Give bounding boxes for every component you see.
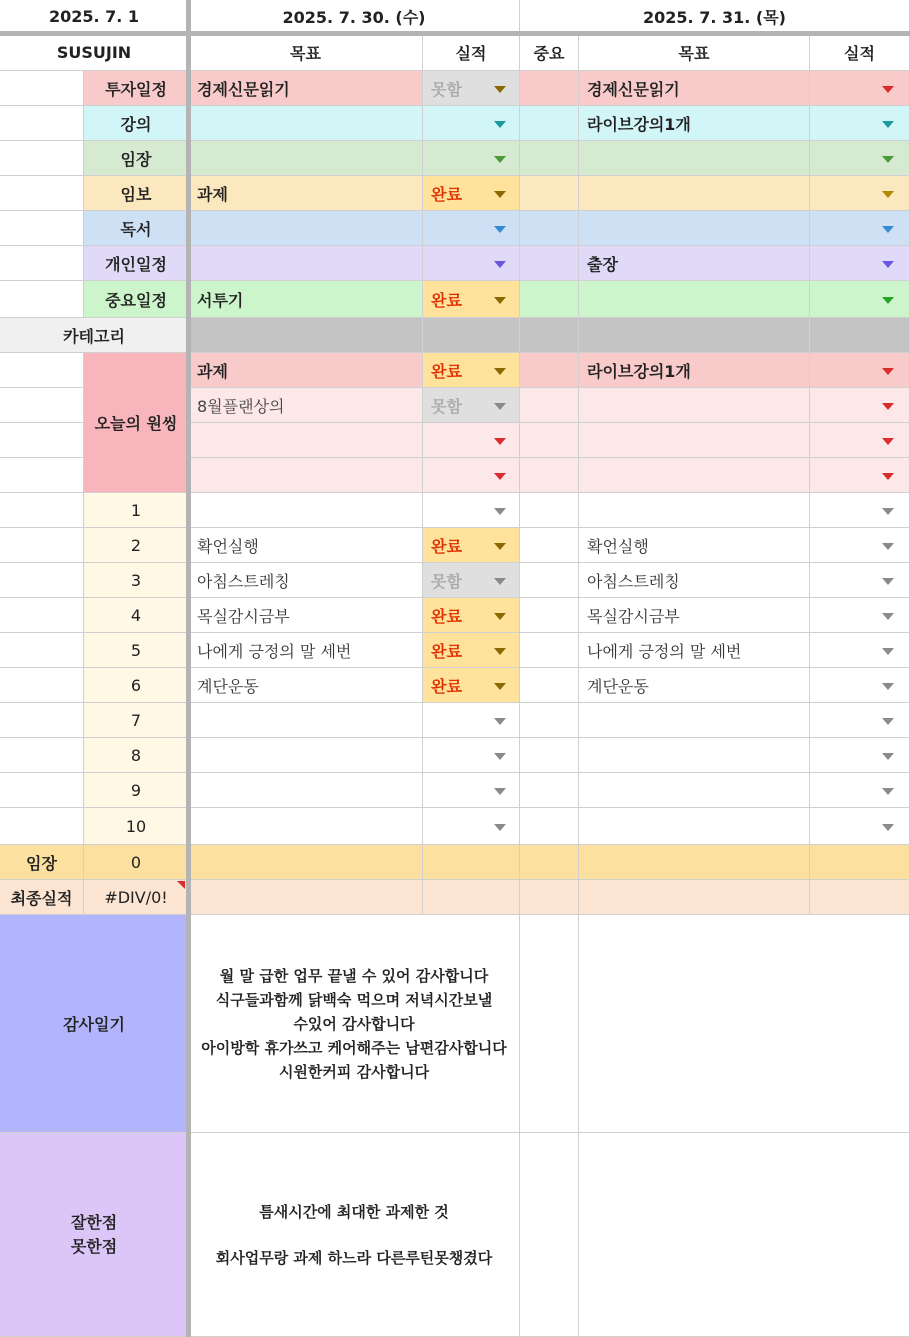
row-spacer (0, 71, 84, 106)
important-check[interactable] (520, 388, 579, 423)
imjang-summary-cell (520, 845, 579, 880)
routine-result-day2[interactable] (810, 563, 910, 598)
gratitude-line: 식구들과함께 닭백숙 먹으며 저녁시간보낼 (215, 990, 493, 1009)
row-spacer (0, 703, 84, 738)
category-result-day2[interactable] (810, 246, 910, 281)
routine-result-day2[interactable] (810, 773, 910, 808)
dropdown-arrow-icon[interactable] (882, 578, 894, 585)
routine-number: 5 (84, 633, 189, 668)
row-spacer (0, 668, 84, 703)
one-thing-goal-day1[interactable] (189, 423, 423, 458)
category-goal-day1[interactable]: 경제신문읽기 (189, 71, 423, 106)
row-spacer (0, 353, 84, 388)
category-header: 카테고리 (0, 318, 189, 353)
review-label (0, 1133, 189, 1337)
category-goal-day1[interactable] (189, 141, 423, 176)
routine-result-day2[interactable] (810, 668, 910, 703)
row-spacer (0, 141, 84, 176)
dropdown-arrow-icon[interactable] (494, 156, 506, 163)
dropdown-arrow-icon[interactable] (494, 191, 506, 198)
category-result-day1[interactable]: 완료 (423, 176, 520, 211)
imjang-summary-label: 임장 (0, 845, 84, 880)
category-label: 개인일정 (84, 246, 189, 281)
dropdown-arrow-icon[interactable] (494, 121, 506, 128)
gratitude-line: 아이방학 휴가쓰고 케어해주는 남편감사합니다 (201, 1038, 507, 1057)
dropdown-arrow-icon[interactable] (882, 403, 894, 410)
col-result-2: 실적 (810, 34, 910, 71)
one-thing-result-day2[interactable] (810, 423, 910, 458)
one-thing-result-day1[interactable]: 못함 (423, 388, 520, 423)
routine-result-day2[interactable] (810, 738, 910, 773)
routine-result-day2[interactable] (810, 598, 910, 633)
routine-goal-day1[interactable] (189, 703, 423, 738)
one-thing-goal-day2[interactable] (579, 388, 810, 423)
row-spacer (0, 106, 84, 141)
routine-goal-day2[interactable] (579, 773, 810, 808)
category-result-day2[interactable] (810, 176, 910, 211)
dropdown-arrow-icon[interactable] (882, 368, 894, 375)
row-spacer (0, 388, 84, 423)
dropdown-arrow-icon[interactable] (494, 683, 506, 690)
routine-goal-day2[interactable]: 확언실행 (579, 528, 810, 563)
category-bar-cell (579, 318, 810, 353)
important-check[interactable] (520, 773, 579, 808)
important-check[interactable] (520, 563, 579, 598)
routine-goal-day2[interactable] (579, 703, 810, 738)
row-spacer (0, 246, 84, 281)
dropdown-arrow-icon[interactable] (882, 261, 894, 268)
one-thing-goal-day1[interactable]: 8월플랜상의 (189, 388, 423, 423)
important-check[interactable] (520, 211, 579, 246)
final-result-value: #DIV/0! (84, 880, 189, 915)
routine-result-day1[interactable]: 완료 (423, 528, 520, 563)
col-goal-1: 목표 (189, 34, 423, 71)
important-check[interactable] (520, 703, 579, 738)
row-spacer (0, 281, 84, 318)
routine-result-day2[interactable] (810, 493, 910, 528)
one-thing-goal-day2[interactable] (579, 458, 810, 493)
dropdown-arrow-icon[interactable] (494, 543, 506, 550)
routine-goal-day1[interactable] (189, 773, 423, 808)
row-spacer (0, 773, 84, 808)
one-thing-goal-day1[interactable]: 과제 (189, 353, 423, 388)
routine-number: 3 (84, 563, 189, 598)
row-spacer (0, 458, 84, 493)
routine-goal-day1[interactable]: 목실감시금부 (189, 598, 423, 633)
row-spacer (0, 738, 84, 773)
row-spacer (0, 493, 84, 528)
dropdown-arrow-icon[interactable] (494, 368, 506, 375)
gratitude-text[interactable] (189, 915, 520, 1133)
gratitude-day2-cell[interactable] (579, 915, 910, 1133)
date-day-1: 2025. 7. 30. (수) (189, 0, 520, 34)
one-thing-label: 오늘의 원씽 (84, 353, 189, 493)
dropdown-arrow-icon[interactable] (882, 121, 894, 128)
routine-result-day2[interactable] (810, 808, 910, 845)
category-bar-cell (423, 318, 520, 353)
category-label: 임장 (84, 141, 189, 176)
category-result-day2[interactable] (810, 71, 910, 106)
category-bar-cell (520, 318, 579, 353)
one-thing-result-day1[interactable]: 완료 (423, 353, 520, 388)
routine-result-day1[interactable]: 완료 (423, 598, 520, 633)
important-check[interactable] (520, 71, 579, 106)
imjang-summary-cell (810, 845, 910, 880)
frozen-column-divider[interactable] (186, 0, 191, 1337)
final-result-cell (520, 880, 579, 915)
dropdown-arrow-icon[interactable] (882, 753, 894, 760)
review-day2-cell[interactable] (579, 1133, 910, 1337)
dropdown-arrow-icon[interactable] (494, 508, 506, 515)
category-goal-day2[interactable] (579, 141, 810, 176)
important-check[interactable] (520, 808, 579, 845)
col-important: 중요 (520, 34, 579, 71)
category-goal-day2[interactable] (579, 211, 810, 246)
final-result-cell (423, 880, 520, 915)
col-goal-2: 목표 (579, 34, 810, 71)
important-check[interactable] (520, 281, 579, 318)
review-label-line: 못한점 (70, 1236, 118, 1256)
important-check[interactable] (520, 598, 579, 633)
row-spacer (0, 808, 84, 845)
routine-goal-day2[interactable]: 목실감시금부 (579, 598, 810, 633)
final-result-cell (189, 880, 423, 915)
dropdown-arrow-icon[interactable] (882, 508, 894, 515)
category-bar-cell (810, 318, 910, 353)
routine-number: 8 (84, 738, 189, 773)
dropdown-arrow-icon[interactable] (882, 788, 894, 795)
date-left: 2025. 7. 1 (0, 0, 189, 34)
frozen-row-divider[interactable] (0, 31, 910, 36)
review-label-line: 잘한점 (70, 1212, 118, 1232)
dropdown-arrow-icon[interactable] (882, 824, 894, 831)
row-spacer (0, 423, 84, 458)
final-result-cell (810, 880, 910, 915)
routine-goal-day2[interactable]: 나에게 긍정의 말 세번 (579, 633, 810, 668)
gratitude-label: 감사일기 (0, 915, 189, 1133)
dropdown-arrow-icon[interactable] (494, 788, 506, 795)
one-thing-goal-day1[interactable] (189, 458, 423, 493)
gratitude-line: 시원한커피 감사합니다 (278, 1062, 430, 1081)
dropdown-arrow-icon[interactable] (494, 824, 506, 831)
routine-number: 4 (84, 598, 189, 633)
routine-goal-day1[interactable] (189, 808, 423, 845)
important-check[interactable] (520, 176, 579, 211)
dropdown-arrow-icon[interactable] (882, 648, 894, 655)
category-label: 중요일정 (84, 281, 189, 318)
category-goal-day2[interactable]: 라이브강의1개 (579, 106, 810, 141)
routine-goal-day1[interactable] (189, 738, 423, 773)
dropdown-arrow-icon[interactable] (882, 473, 894, 480)
important-check[interactable] (520, 106, 579, 141)
routine-number: 6 (84, 668, 189, 703)
imjang-summary-value: 0 (84, 845, 189, 880)
category-goal-day1[interactable] (189, 211, 423, 246)
category-label: 독서 (84, 211, 189, 246)
dropdown-arrow-icon[interactable] (494, 753, 506, 760)
routine-result-day1[interactable]: 완료 (423, 633, 520, 668)
routine-result-day1[interactable]: 못함 (423, 563, 520, 598)
category-goal-day1[interactable]: 과제 (189, 176, 423, 211)
dropdown-arrow-icon[interactable] (882, 438, 894, 445)
routine-number: 1 (84, 493, 189, 528)
dropdown-arrow-icon[interactable] (494, 648, 506, 655)
imjang-summary-cell (423, 845, 520, 880)
dropdown-arrow-icon[interactable] (882, 226, 894, 233)
important-check[interactable] (520, 668, 579, 703)
dropdown-arrow-icon[interactable] (882, 191, 894, 198)
gratitude-important-cell (520, 915, 579, 1133)
dropdown-arrow-icon[interactable] (494, 718, 506, 725)
dropdown-arrow-icon[interactable] (882, 156, 894, 163)
important-check[interactable] (520, 458, 579, 493)
dropdown-arrow-icon[interactable] (882, 718, 894, 725)
dropdown-arrow-icon[interactable] (882, 86, 894, 93)
review-text[interactable] (189, 1133, 520, 1337)
category-result-day1[interactable]: 못함 (423, 71, 520, 106)
row-spacer (0, 211, 84, 246)
dropdown-arrow-icon[interactable] (494, 613, 506, 620)
dropdown-arrow-icon[interactable] (882, 683, 894, 690)
review-important-cell (520, 1133, 579, 1337)
category-result-day2[interactable] (810, 211, 910, 246)
routine-goal-day2[interactable] (579, 493, 810, 528)
category-result-day2[interactable] (810, 281, 910, 318)
routine-goal-day1[interactable] (189, 493, 423, 528)
routine-goal-day2[interactable] (579, 808, 810, 845)
routine-number: 9 (84, 773, 189, 808)
user-name: SUSUJIN (0, 34, 189, 71)
routine-result-day2[interactable] (810, 633, 910, 668)
routine-number: 10 (84, 808, 189, 845)
one-thing-result-day2[interactable] (810, 388, 910, 423)
routine-goal-day2[interactable] (579, 738, 810, 773)
important-check[interactable] (520, 246, 579, 281)
category-label: 임보 (84, 176, 189, 211)
category-goal-day2[interactable]: 출장 (579, 246, 810, 281)
dropdown-arrow-icon[interactable] (882, 543, 894, 550)
review-good-line: 틈새시간에 최대한 과제한 것 (259, 1202, 449, 1221)
row-spacer (0, 598, 84, 633)
final-result-label: 최종실적 (0, 880, 84, 915)
important-check[interactable] (520, 738, 579, 773)
category-label: 강의 (84, 106, 189, 141)
dropdown-arrow-icon[interactable] (494, 578, 506, 585)
dropdown-arrow-icon[interactable] (494, 261, 506, 268)
one-thing-goal-day2[interactable] (579, 423, 810, 458)
dropdown-arrow-icon[interactable] (494, 86, 506, 93)
important-check[interactable] (520, 493, 579, 528)
review-bad-line: 회사업무랑 과제 하느라 다른루틴못챙겼다 (215, 1248, 493, 1267)
category-bar-cell (189, 318, 423, 353)
row-spacer (0, 563, 84, 598)
imjang-summary-cell (579, 845, 810, 880)
dropdown-arrow-icon[interactable] (494, 403, 506, 410)
routine-result-day1[interactable]: 완료 (423, 668, 520, 703)
routine-number: 2 (84, 528, 189, 563)
routine-goal-day1[interactable]: 나에게 긍정의 말 세번 (189, 633, 423, 668)
one-thing-goal-day2[interactable]: 라이브강의1개 (579, 353, 810, 388)
category-goal-day2[interactable]: 경제신문읽기 (579, 71, 810, 106)
category-goal-day1[interactable] (189, 246, 423, 281)
category-result-day2[interactable] (810, 141, 910, 176)
dropdown-arrow-icon[interactable] (494, 226, 506, 233)
routine-number: 7 (84, 703, 189, 738)
row-spacer (0, 176, 84, 211)
routine-goal-day1[interactable]: 계단운동 (189, 668, 423, 703)
col-result-1: 실적 (423, 34, 520, 71)
imjang-summary-cell (189, 845, 423, 880)
important-check[interactable] (520, 528, 579, 563)
dropdown-arrow-icon[interactable] (494, 438, 506, 445)
final-result-cell (579, 880, 810, 915)
gratitude-line: 월 말 급한 업무 끝낼 수 있어 감사합니다 (219, 966, 489, 985)
routine-result-day2[interactable] (810, 528, 910, 563)
error-comment-marker-icon[interactable] (177, 881, 185, 889)
one-thing-result-day2[interactable] (810, 353, 910, 388)
category-goal-day2[interactable] (579, 281, 810, 318)
category-result-day1[interactable]: 완료 (423, 281, 520, 318)
routine-goal-day2[interactable]: 아침스트레칭 (579, 563, 810, 598)
important-check[interactable] (520, 141, 579, 176)
routine-goal-day1[interactable]: 아침스트레칭 (189, 563, 423, 598)
routine-goal-day1[interactable]: 확언실행 (189, 528, 423, 563)
category-goal-day1[interactable] (189, 106, 423, 141)
row-spacer (0, 528, 84, 563)
dropdown-arrow-icon[interactable] (494, 473, 506, 480)
dropdown-arrow-icon[interactable] (882, 297, 894, 304)
category-label: 투자일정 (84, 71, 189, 106)
category-result-day2[interactable] (810, 106, 910, 141)
row-spacer (0, 633, 84, 668)
dropdown-arrow-icon[interactable] (494, 297, 506, 304)
category-goal-day1[interactable]: 서투기 (189, 281, 423, 318)
gratitude-line: 수있어 감사합니다 (293, 1014, 415, 1033)
routine-result-day2[interactable] (810, 703, 910, 738)
one-thing-result-day2[interactable] (810, 458, 910, 493)
date-day-2: 2025. 7. 31. (목) (520, 0, 910, 34)
important-check[interactable] (520, 423, 579, 458)
dropdown-arrow-icon[interactable] (882, 613, 894, 620)
category-goal-day2[interactable] (579, 176, 810, 211)
important-check[interactable] (520, 633, 579, 668)
important-check[interactable] (520, 353, 579, 388)
routine-goal-day2[interactable]: 계단운동 (579, 668, 810, 703)
